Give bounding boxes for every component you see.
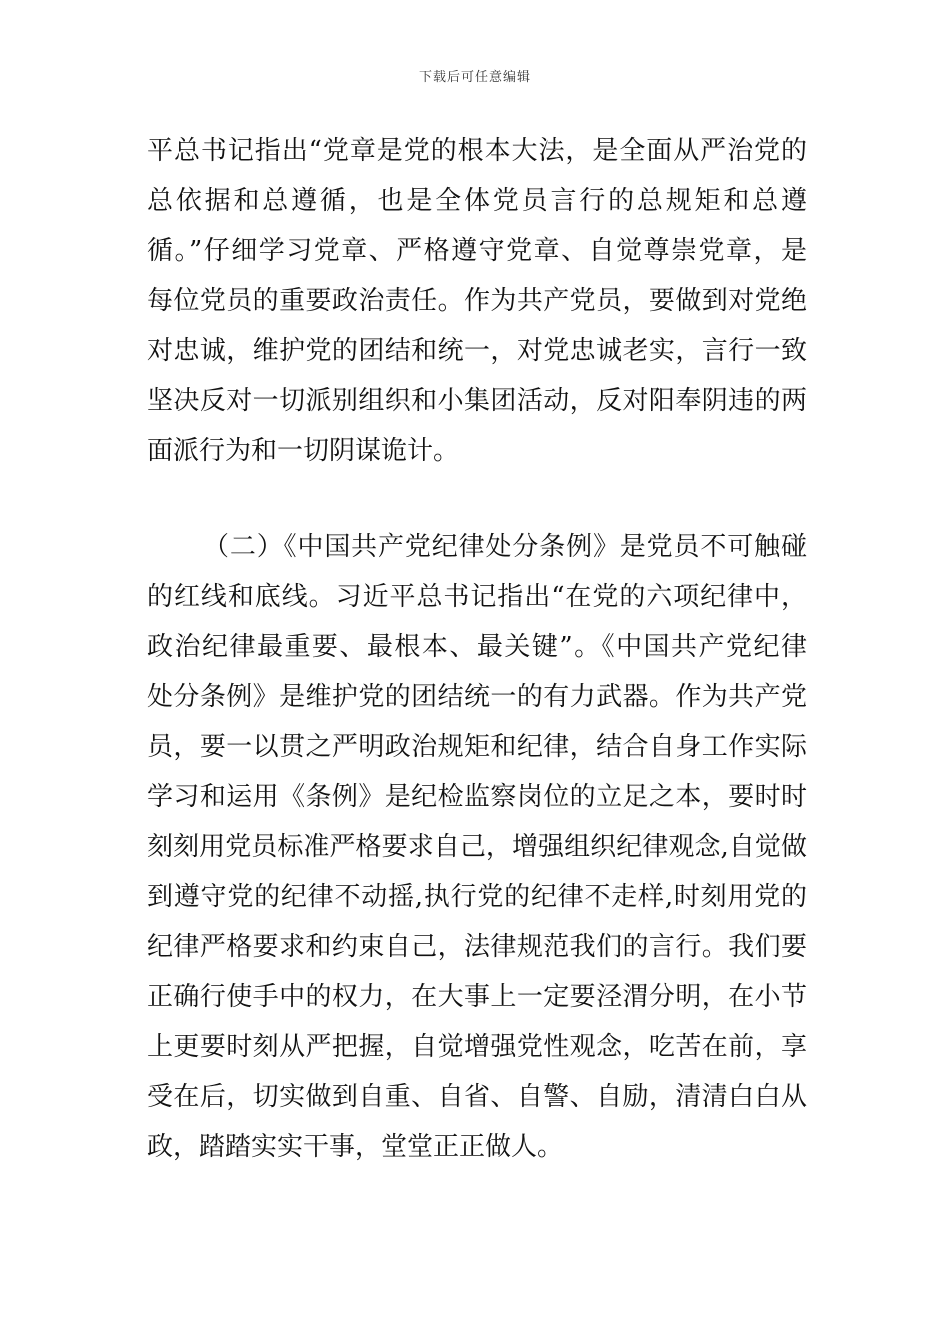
text-line: 员，要一以贯之严明政治规矩和纪律，结合自身工作实际 xyxy=(147,732,807,762)
text-line: 刻刻用党员标准严格要求自己，增强组织纪律观念,自觉做 xyxy=(147,832,807,862)
text-line: 受在后，切实做到自重、自省、自警、自励，清清白白从 xyxy=(147,1082,807,1112)
text-line: 循。”仔细学习党章、严格遵守党章、自觉尊崇党章，是 xyxy=(147,236,807,266)
text-line: （二）《中国共产党纪律处分条例》是党员不可触碰 xyxy=(203,532,807,562)
text-line: 对忠诚，维护党的团结和统一，对党忠诚老实，言行一致 xyxy=(147,336,807,366)
text-line: 坚决反对一切派别组织和小集团活动，反对阳奉阴违的两 xyxy=(147,386,807,416)
text-line: 的红线和底线。习近平总书记指出“在党的六项纪律中， xyxy=(147,582,807,612)
text-line: 每位党员的重要政治责任。作为共产党员，要做到对党绝 xyxy=(147,286,807,316)
paragraph-party-constitution xyxy=(147,126,807,476)
text-line: 到遵守党的纪律不动摇,执行党的纪律不走样,时刻用党的 xyxy=(147,882,807,912)
text-line: 面派行为和一切阴谋诡计。 xyxy=(147,436,460,466)
text-line: 总依据和总遵循，也是全体党员言行的总规矩和总遵 xyxy=(147,186,807,216)
text-line: 政，踏踏实实干事，堂堂正正做人。 xyxy=(147,1132,564,1162)
text-line: 正确行使手中的权力，在大事上一定要泾渭分明，在小节 xyxy=(147,982,807,1012)
text-line: 平总书记指出“党章是党的根本大法，是全面从严治党的 xyxy=(147,136,807,166)
text-line: 政治纪律最重要、最根本、最关键”。《中国共产党纪律 xyxy=(147,632,807,662)
text-line: 纪律严格要求和约束自己，法律规范我们的言行。我们要 xyxy=(147,932,807,962)
text-line: 处分条例》是维护党的团结统一的有力武器。作为共产党 xyxy=(147,682,807,712)
header-note: 下载后可任意编辑 xyxy=(418,70,531,85)
text-line: 学习和运用《条例》是纪检监察岗位的立足之本，要时时 xyxy=(147,782,807,812)
text-line: 上更要时刻从严把握，自觉增强党性观念，吃苦在前，享 xyxy=(147,1032,807,1062)
paragraph-discipline-regulations xyxy=(147,522,807,1172)
